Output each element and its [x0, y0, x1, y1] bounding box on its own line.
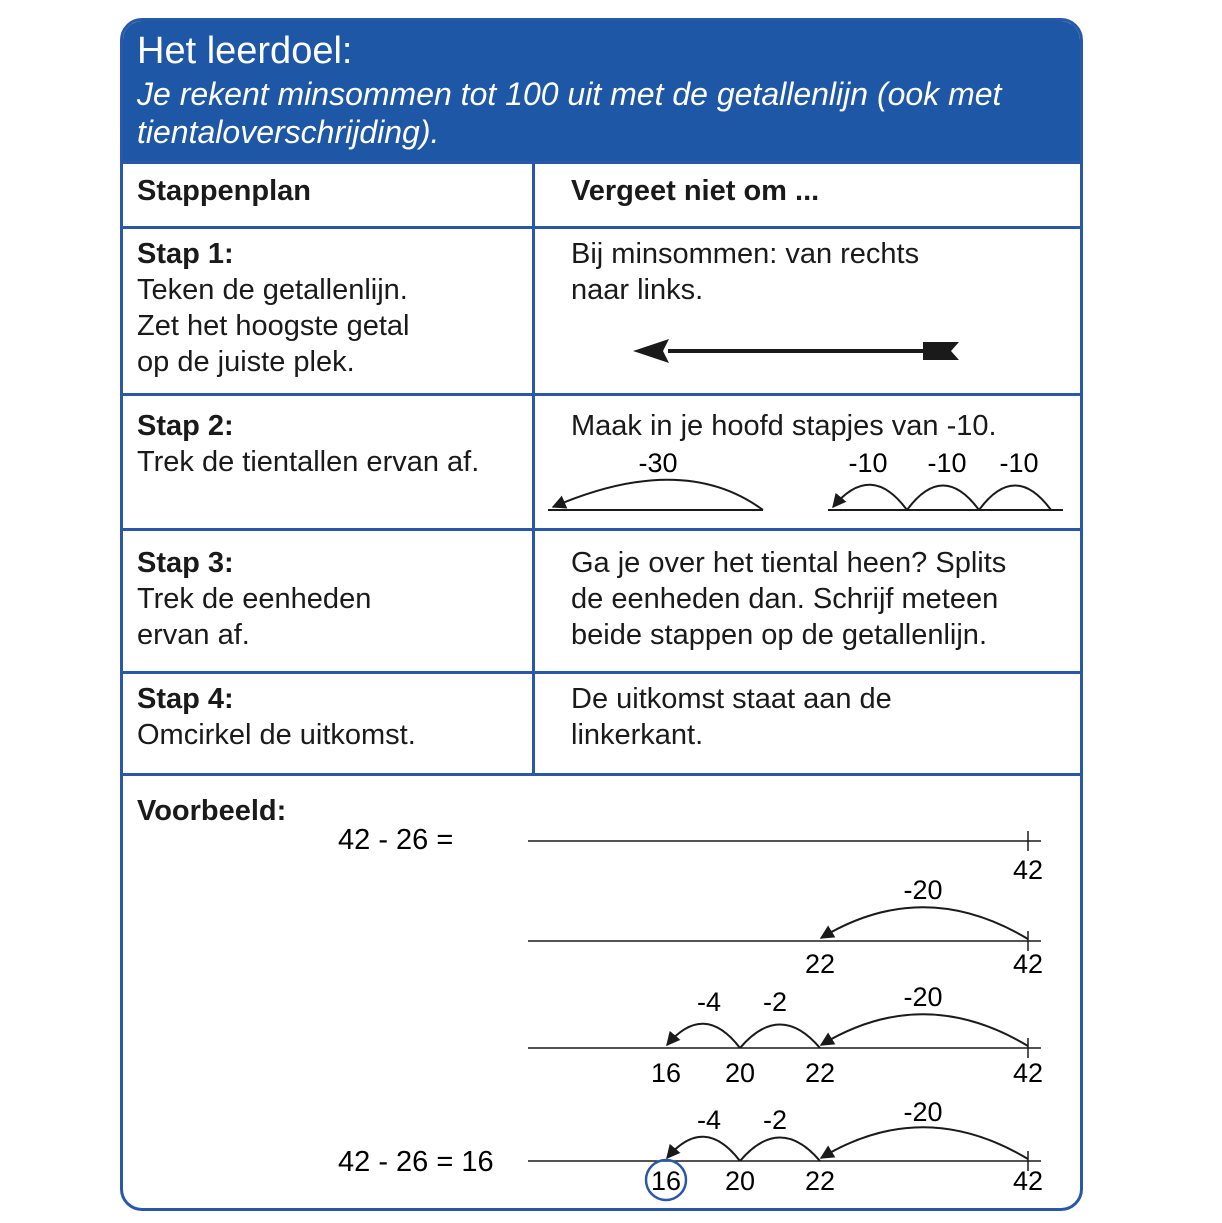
jump-label: -4: [696, 987, 722, 1017]
tick-label: 20: [724, 1166, 756, 1196]
jump-label: -30: [638, 448, 678, 478]
tip-text: de eenheden dan. Schrijf meteen: [571, 583, 999, 615]
tip-text: naar links.: [571, 274, 704, 306]
column-header-vergeet: Vergeet niet om ...: [571, 175, 820, 207]
tip-text: Bij minsommen: van rechts: [571, 238, 920, 270]
right-to-left-arrow: [633, 339, 959, 363]
jump-label: -10: [927, 448, 967, 478]
step-text: Zet het hoogste getal: [137, 310, 410, 342]
number-line-drawings: [123, 21, 1080, 1208]
jump-label: -2: [762, 987, 788, 1017]
learning-goal-card: [120, 18, 1083, 1211]
column-header-stappenplan: Stappenplan: [137, 175, 312, 207]
step-title: Stap 1:: [137, 238, 234, 270]
step-title: Stap 2:: [137, 410, 234, 442]
tip-text: Maak in je hoofd stapjes van -10.: [571, 410, 997, 442]
tip-text: Ga je over het tiental heen? Splits: [571, 547, 1007, 579]
jump-label: -2: [762, 1105, 788, 1135]
tip-text: beide stappen op de getallenlijn.: [571, 619, 987, 651]
example-label: Voorbeeld:: [137, 795, 287, 827]
step-text: Omcirkel de uitkomst.: [137, 719, 416, 751]
number-line-3: [528, 982, 1043, 1088]
example-answer: 42 - 26 = 16: [338, 1146, 494, 1178]
tick-label: 22: [804, 949, 836, 979]
jump-diagram: [548, 448, 1063, 510]
number-line-2: [528, 875, 1043, 979]
jump-label: -10: [999, 448, 1039, 478]
step-title: Stap 3:: [137, 547, 234, 579]
jump-label: -10: [848, 448, 888, 478]
tick-label: 16: [650, 1058, 682, 1088]
tick-label: 42: [1012, 1166, 1044, 1196]
example-sum: 42 - 26 =: [338, 824, 454, 856]
tick-label: 42: [1012, 1058, 1044, 1088]
tip-text: linkerkant.: [571, 719, 704, 751]
jump-label: -20: [903, 875, 943, 905]
step-text: ervan af.: [137, 619, 250, 651]
number-line-1: [528, 831, 1043, 885]
tick-label: 42: [1012, 949, 1044, 979]
tick-label: 42: [1012, 855, 1044, 885]
jump-label: -20: [903, 982, 943, 1012]
step-text: op de juiste plek.: [137, 346, 355, 378]
tick-label: 20: [724, 1058, 756, 1088]
tick-label: 22: [804, 1058, 836, 1088]
header-title: Het leerdoel:: [137, 30, 353, 72]
step-text: Trek de eenheden: [137, 583, 372, 615]
number-line-4: [528, 1097, 1043, 1200]
tick-label-circled: 16: [650, 1166, 682, 1196]
tick-label: 22: [804, 1166, 836, 1196]
step-text: Trek de tientallen ervan af.: [137, 446, 480, 478]
step-title: Stap 4:: [137, 683, 234, 715]
tip-text: De uitkomst staat aan de: [571, 683, 892, 715]
jump-label: -20: [903, 1097, 943, 1127]
header-subtitle: Je rekent minsommen tot 100 uit met de getallenlijn (ook met tientaloverschrijding).: [137, 76, 1002, 150]
step-text: Teken de getallenlijn.: [137, 274, 408, 306]
jump-label: -4: [696, 1105, 722, 1135]
